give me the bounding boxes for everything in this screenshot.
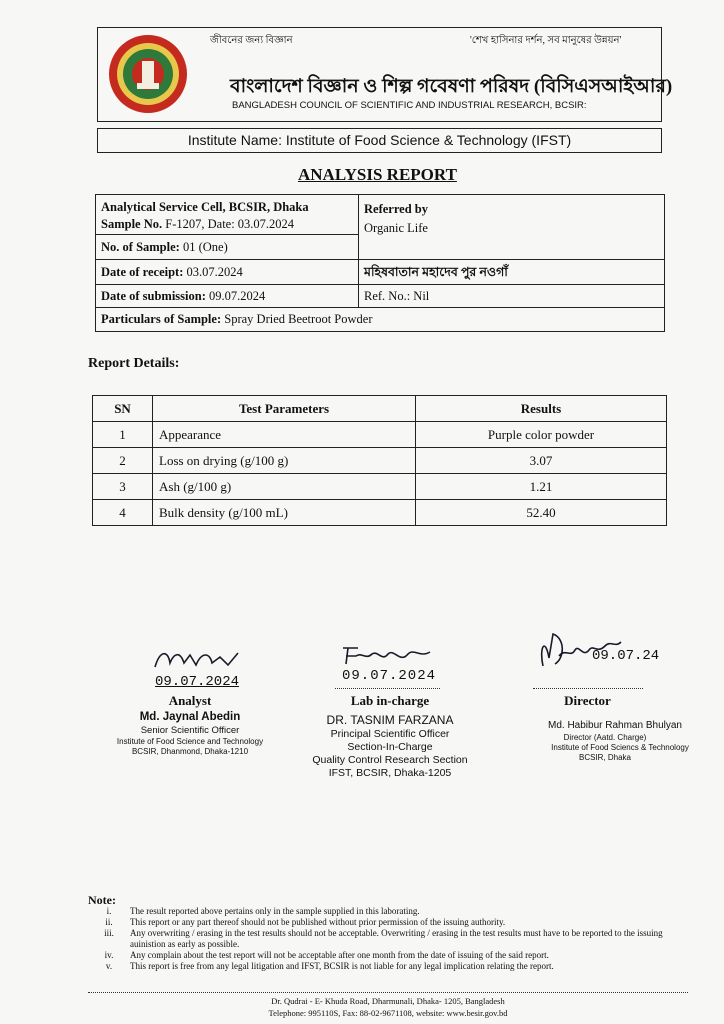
lab-incharge-sign-date: 09.07.2024 (342, 668, 437, 684)
analyst-sign-date: 09.07.2024 (155, 674, 240, 690)
table-row: 4 Bulk density (g/100 mL) 52.40 (93, 500, 667, 526)
table-header-row (93, 396, 667, 422)
list-item: v. This report is free from any legal litigation and IFST, BCSIR is not liable for any legal implication relating the report. (105, 961, 554, 971)
lab-incharge-name: DR. TASNIM FARZANA (326, 713, 454, 727)
referred-by-label: Referred by (364, 202, 428, 216)
column-header-parameter: Test Parameters (153, 396, 416, 422)
footer-address: Dr. Qudrai - E- Khuda Road, Dharmunali, Dhaka- 1205, Bangladesh (271, 996, 505, 1006)
results-table (92, 395, 667, 526)
analyst-name: Md. Jaynal Abedin (139, 711, 241, 723)
tagline-left: জীবনের জন্য বিজ্ঞান (210, 35, 293, 46)
sample-number: Sample No. F-1207, Date: 03.07.2024 (101, 217, 295, 231)
column-header-results: Results (416, 396, 667, 422)
date-of-receipt: Date of receipt: 03.07.2024 (101, 265, 243, 279)
client-address: মহিষবাতান মহাদেব পুর নওগাঁ (364, 265, 508, 279)
bcsir-logo (107, 33, 189, 115)
service-cell: Analytical Service Cell, BCSIR, Dhaka (101, 200, 309, 214)
notes-title: Note: (88, 893, 116, 907)
date-of-submission: Date of submission: 09.07.2024 (101, 289, 266, 303)
list-item: ii. This report or any part thereof should not be published without prior permission of the issuing authority. (105, 917, 506, 927)
director-role: Director (564, 693, 611, 708)
report-details-heading: Report Details: (88, 356, 180, 371)
tagline-right: 'শেখ হাসিনার দর্শন, সব মানুষের উন্নয়ন' (470, 35, 622, 46)
table-row: 2 Loss on drying (g/100 g) 3.07 (93, 448, 667, 474)
director-sign-date: 09.07.24 (592, 648, 660, 664)
footer-contact: Telephone: 995110S, Fax: 88-02-9671108, website: www.besir.gov.bd (268, 1008, 508, 1018)
report-title: ANALYSIS REPORT (298, 165, 457, 184)
sample-particulars: Particulars of Sample: Spray Dried Beetroot Powder (101, 312, 373, 326)
director-name: Md. Habibur Rahman Bhulyan (548, 720, 682, 731)
org-name-english: BANGLADESH COUNCIL OF SCIENTIFIC AND INDUSTRIAL RESEARCH, BCSIR: (232, 100, 587, 111)
institute-name: Institute Name: Institute of Food Science & Technology (IFST) (97, 128, 662, 153)
org-name-bengali: বাংলাদেশ বিজ্ঞান ও শিল্প গবেষণা পরিষদ (বিসিএসআইআর) (230, 76, 673, 97)
table-row: 3 Ash (g/100 g) 1.21 (93, 474, 667, 500)
analyst-signature (150, 645, 245, 675)
column-header-sn: SN (93, 396, 153, 422)
footer-divider (88, 992, 688, 993)
list-item: iii. Any overwriting / erasing in the test results should not be acceptable. Overwriting / erasing in the test results must have to be reported to the issuing auinistion as early as possible. (104, 928, 663, 949)
list-item: i. The result reported above pertains only in the sample supplied in this laborating. (106, 906, 420, 916)
table-row: 1 Appearance Purple color powder (93, 422, 667, 448)
analyst-role: Analyst (168, 693, 212, 708)
lab-incharge-role: Lab in-charge (350, 693, 430, 708)
referred-by: Organic Life (364, 221, 428, 235)
notes-list (88, 906, 688, 972)
number-of-samples: No. of Sample: 01 (One) (101, 240, 228, 254)
lab-incharge-signature (338, 640, 438, 670)
reference-number: Ref. No.: Nil (364, 289, 430, 303)
list-item: iv. Any complain about the test report will not be acceptable after one month from the date of issuing of the said report. (104, 950, 549, 960)
